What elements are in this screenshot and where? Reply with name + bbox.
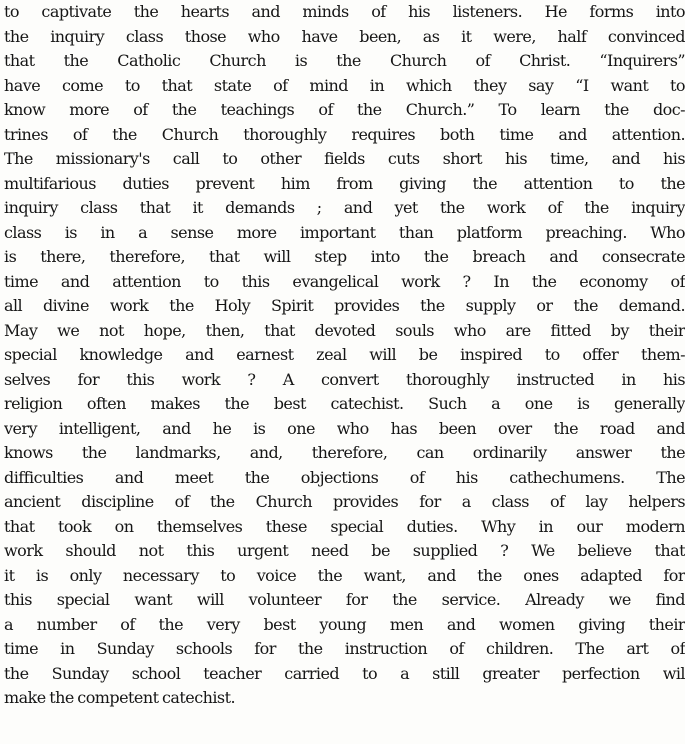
text-line: is there, therefore, that will step into the breach and consecrate <box>4 247 685 266</box>
text-line: time in Sunday schools for the instruction of children. The art of <box>4 639 685 658</box>
text-line: the inquiry class those who have been, as it were, half convinced <box>4 26 685 46</box>
text-line: that took on themselves these special duties. Why in our modern <box>4 516 685 536</box>
text-line: all divine work the Holy Spirit provides the supply or the demand. <box>4 296 685 315</box>
text-line: a number of the very best young men and women giving their <box>4 614 685 634</box>
text-line: make the competent catechist. <box>4 688 236 707</box>
text-line: time and attention to this evangelical work ? In the economy of <box>4 271 685 291</box>
text-line: selves for this work ? A convert thoroughly instructed in his <box>4 369 685 389</box>
text-line: class is in a sense more important than platform preaching. Who <box>4 222 685 242</box>
text-line: religion often makes the best catechist. Such a one is generally <box>4 394 685 413</box>
text-line: ancient discipline of the Church provides for a class of lay helpers <box>4 492 685 511</box>
text-line: that the Catholic Church is the Church of Christ. “Inquirers” <box>4 51 685 70</box>
text-line: difficulties and meet the objections of his cathechumens. The <box>4 467 685 487</box>
text-line: May we not hope, then, that devoted souls who are fitted by their <box>4 320 685 340</box>
text-line: know more of the teachings of the Church.” To learn the doc- <box>4 100 685 119</box>
text-line: this special want will volunteer for the service. Already we find <box>4 590 685 609</box>
text-line: special knowledge and earnest zeal will be inspired to offer them- <box>4 345 685 364</box>
text-line: The missionary's call to other fields cuts short his time, and his <box>4 149 685 168</box>
text-line: work should not this urgent need be supplied ? We believe that <box>4 541 685 560</box>
text-line: multifarious duties prevent him from giving the attention to the <box>4 173 685 193</box>
text-line: knows the landmarks, and, therefore, can ordinarily answer the <box>4 443 685 462</box>
text-line: to captivate the hearts and minds of his listeners. He forms into <box>4 2 685 21</box>
text-line: very intelligent, and he is one who has been over the road and <box>4 418 685 438</box>
text-line: inquiry class that it demands ; and yet the work of the inquiry <box>4 198 685 217</box>
text-line: the Sunday school teacher carried to a still greater perfection wil <box>4 663 685 683</box>
body-text <box>4 0 685 711</box>
text-line: trines of the Church thoroughly requires both time and attention. <box>4 124 685 144</box>
text-line: it is only necessary to voice the want, and the ones adapted for <box>4 565 685 585</box>
text-line: have come to that state of mind in which they say “I want to <box>4 75 685 95</box>
